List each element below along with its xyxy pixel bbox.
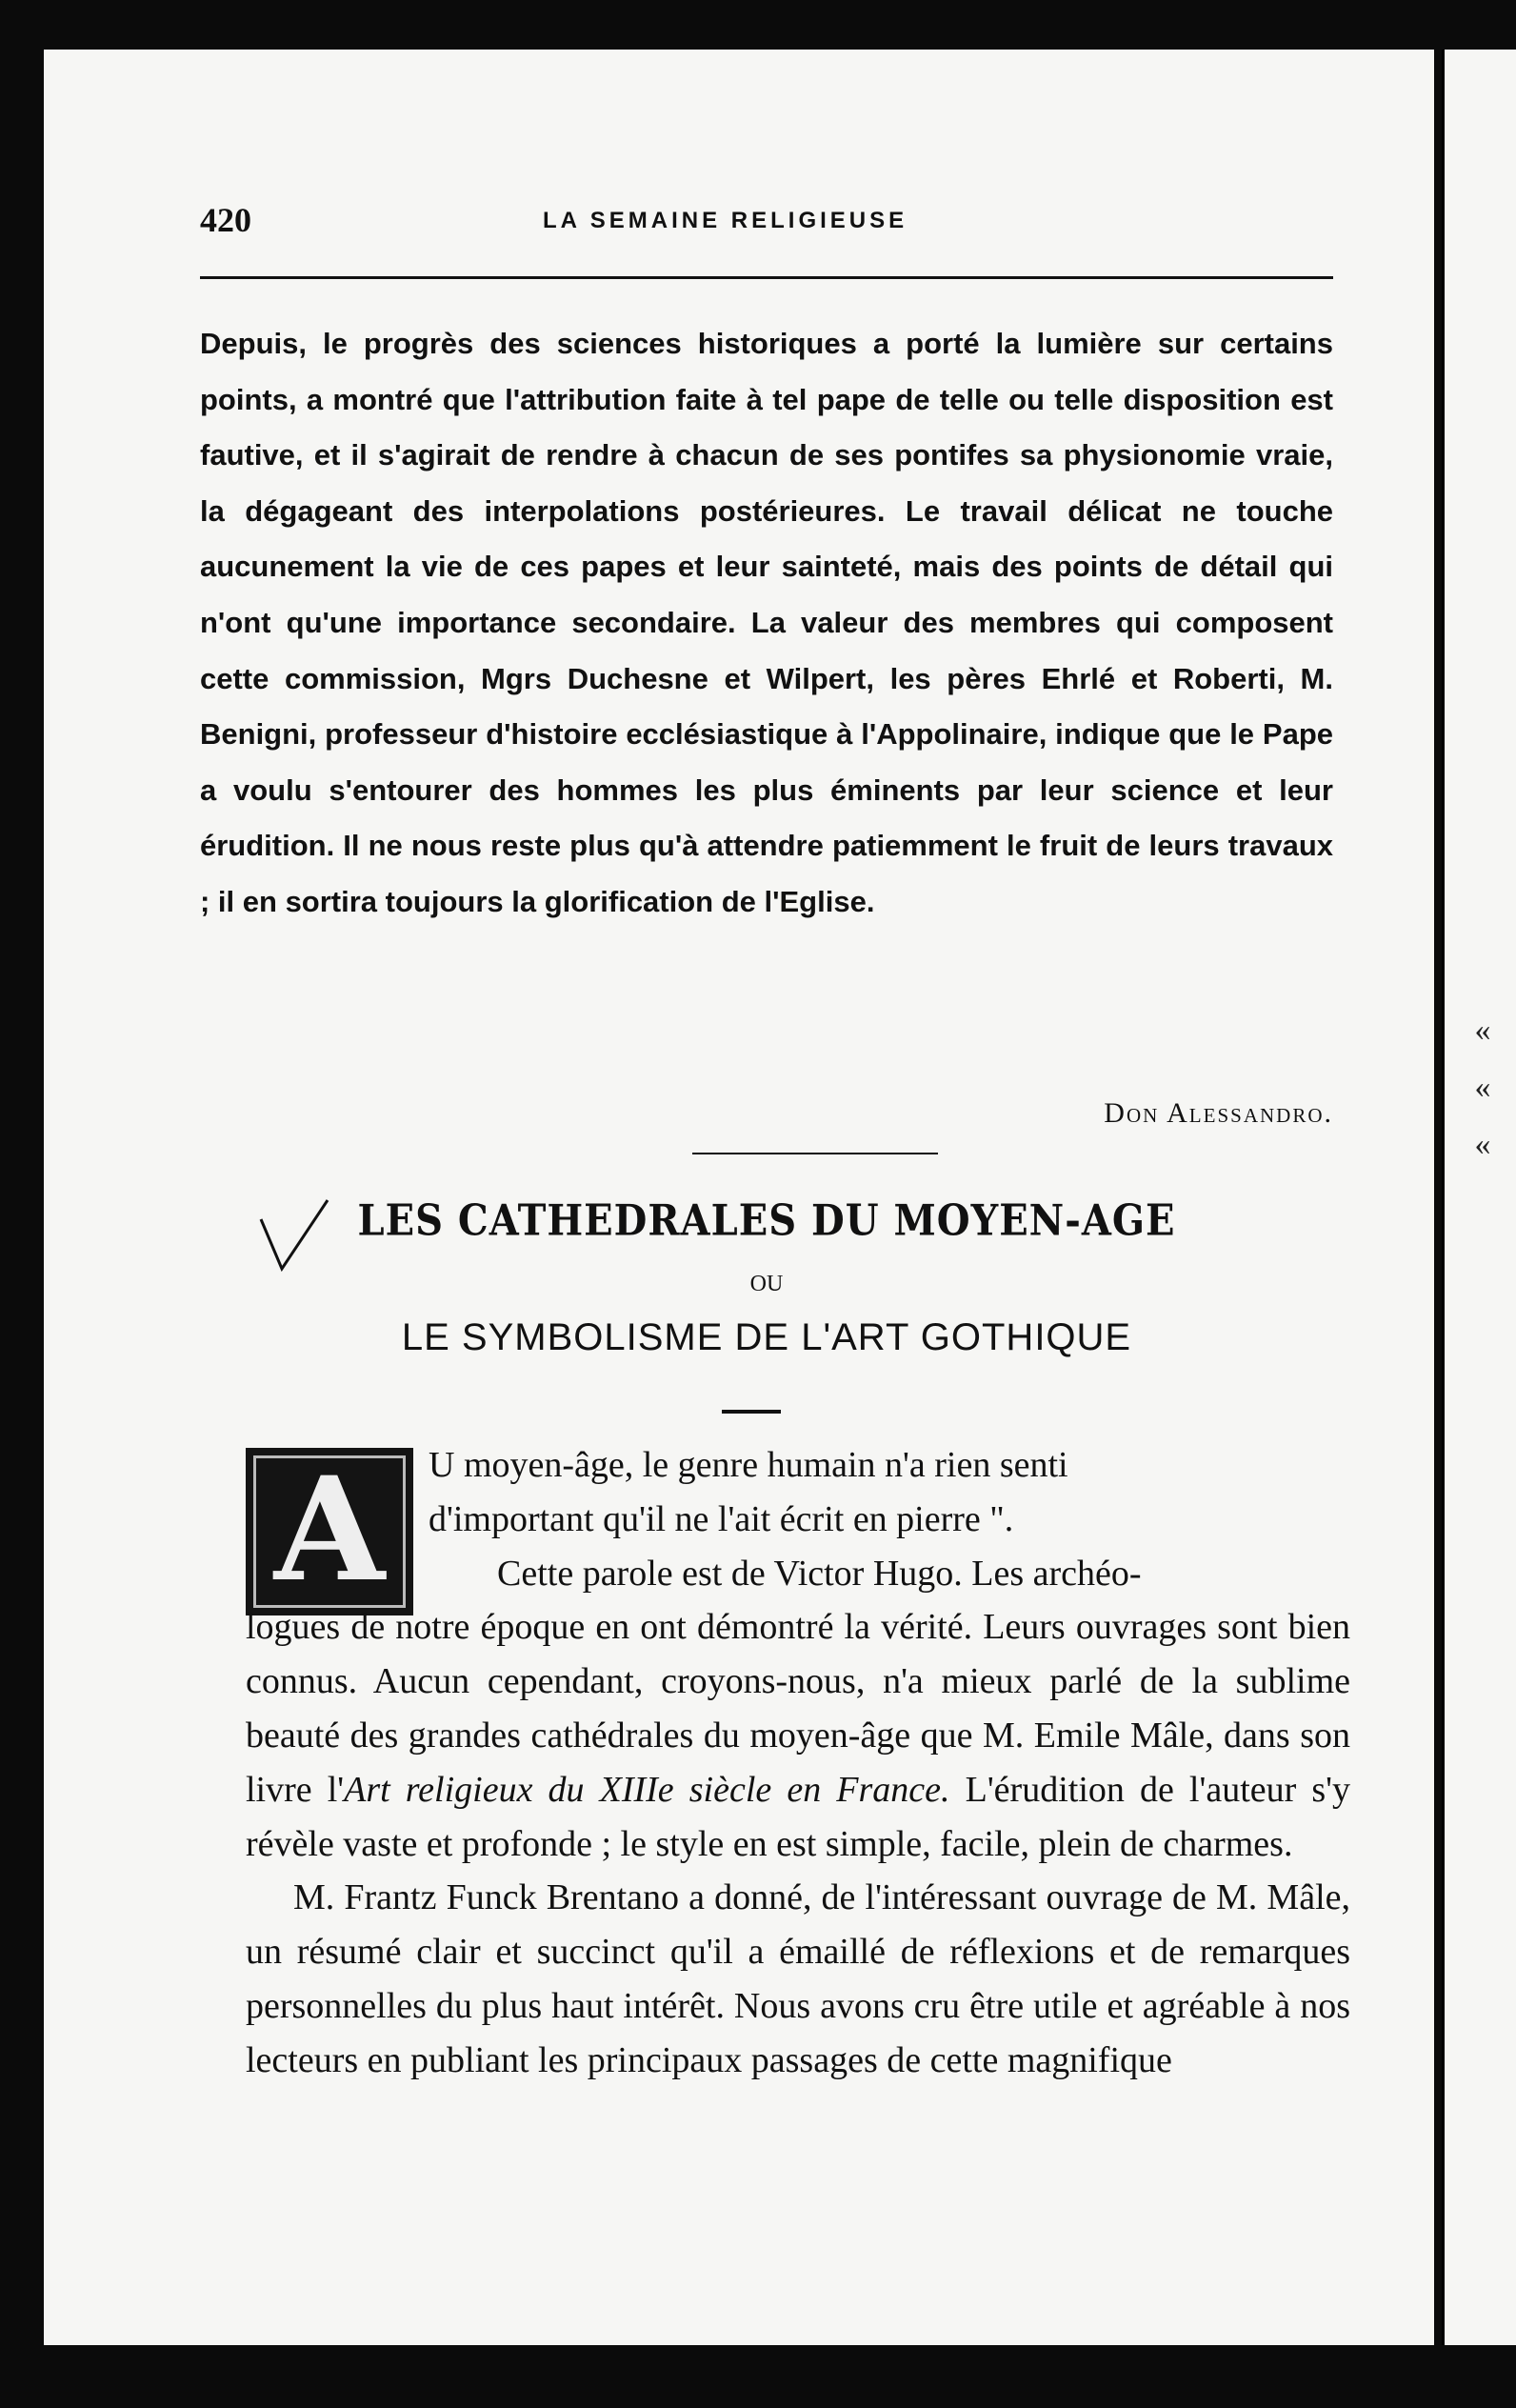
title-rule xyxy=(722,1410,781,1414)
running-title: LA SEMAINE RELIGIEUSE xyxy=(543,208,908,233)
header-rule xyxy=(200,276,1333,279)
paragraph-1-line-2: d'important qu'il ne l'ait écrit en pierre ". xyxy=(429,1498,1014,1539)
article-1-signature: Don Alessandro. xyxy=(1104,1097,1333,1129)
article-2-title-connector: OU xyxy=(749,1272,784,1296)
paragraph-3: M. Frantz Funck Brentano a donné, de l'intéressant ouvrage de M. Mâle, un résumé clair et succinct qu'il a émaillé de réflexions et de remarques personnelles du plus haut intérêt. Nous avons cru être utile et agréable à nos lecteurs en publiant les principaux passages de cette magnifique xyxy=(246,1877,1350,2080)
article-2-subtitle: LE SYMBOLISME DE L'ART GOTHIQUE xyxy=(401,1316,1132,1358)
article-2-body xyxy=(246,1438,1350,2088)
book-title: Art religieux du XIIIe siècle en France. xyxy=(344,1769,950,1810)
article-1-body: Depuis, le progrès des sciences historiques a porté la lumière sur certains points, a montré que l'attribution faite à tel pape de telle ou telle disposition est fautive, et il s'agirait de rendre à chacun de ses pontifes sa physionomie vraie, la dégageant des interpolations postérieures. Le travail délicat ne touche aucunement la vie de ces papes et leur sainteté, mais des points de détail qui n'ont qu'une importance secondaire. La valeur des membres qui composent cette commission, Mgrs Duchesne et Wilpert, les pères Ehrlé et Roberti, M. Benigni, professeur d'histoire ecclésiastique à l'Appolinaire, indique que le Pape a voulu s'entourer des hommes les plus éminents par leur science et leur érudition. Il ne nous reste plus qu'à attendre patiemment le fruit de leurs travaux ; il en sortira toujours la glorification de l'Eglise. xyxy=(200,327,1333,918)
adjacent-page-edge xyxy=(1442,50,1516,2345)
page-header xyxy=(200,200,1333,257)
adjacent-page-marks: « « « xyxy=(1474,1013,1491,1162)
paragraph-2-end: L'érudition de l'auteur s'y révèle vaste et profonde ; le style en est simple, facile, plein de charmes. xyxy=(246,1769,1350,1864)
paragraph-2 xyxy=(246,1547,1350,1872)
paragraph-2-text: logues de notre époque en ont démontré la vérité. Leurs ouvrages sont bien connus. Aucun cependant, croyons-nous, n'a mieux parlé de la sublime beauté des grandes cathédrales du moyen-âge que M. Emile Mâle, dans son livre l' xyxy=(246,1607,1350,1810)
section-divider xyxy=(692,1153,938,1154)
paragraph-1-line-1: U moyen-âge, le genre humain n'a rien senti xyxy=(429,1445,1068,1485)
page-number: 420 xyxy=(200,201,251,239)
dropcap-letter: A xyxy=(273,1446,386,1614)
article-2-title: LES CATHEDRALES DU MOYEN-AGE xyxy=(357,1195,1176,1246)
paragraph-1 xyxy=(246,1438,1350,1547)
paragraph-2-first-line: Cette parole est de Victor Hugo. Les archéo- xyxy=(497,1553,1142,1594)
